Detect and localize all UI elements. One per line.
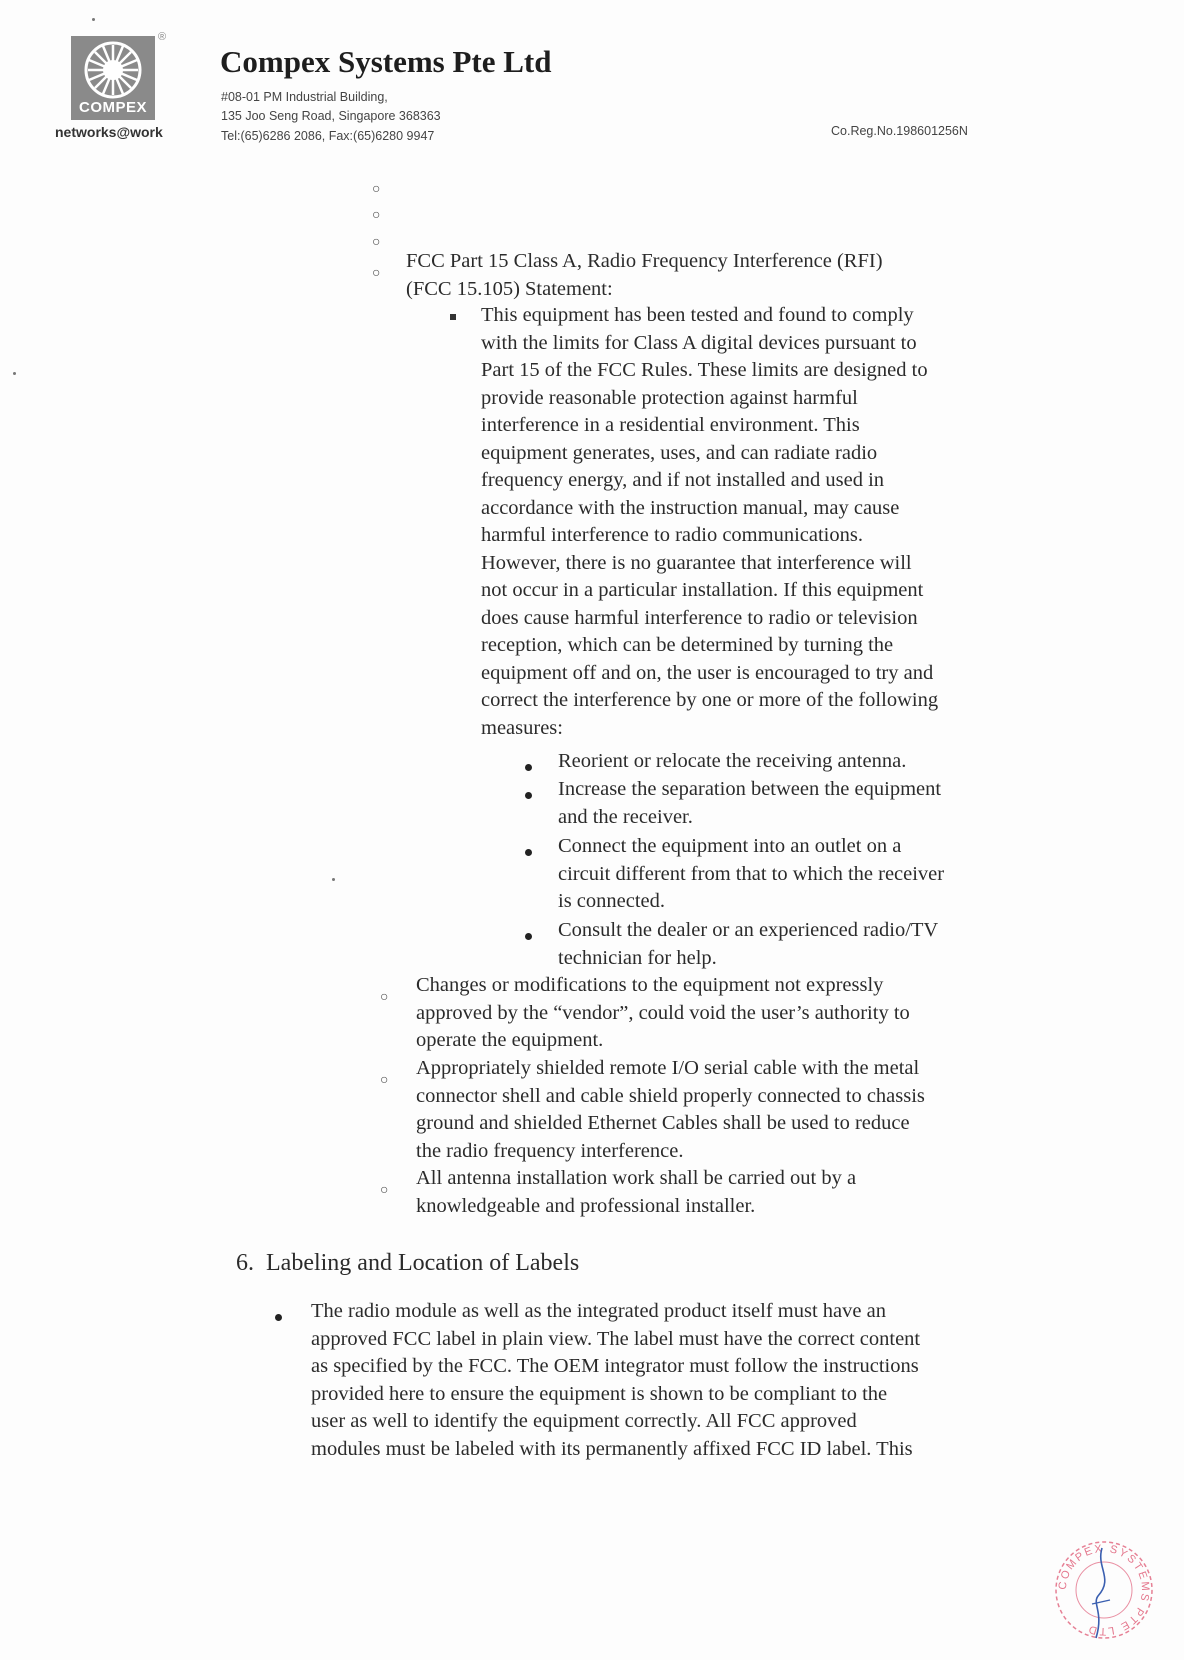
section6-line: as specified by the FCC. The OEM integrator must follow the instructions bbox=[311, 1355, 919, 1377]
square-bullet-icon bbox=[450, 314, 456, 320]
measure-line: and the receiver. bbox=[558, 805, 693, 828]
note-line: connector shell and cable shield properly connected to chassis bbox=[416, 1084, 925, 1107]
heading-line: FCC Part 15 Class A, Radio Frequency Interference (RFI) bbox=[406, 250, 883, 272]
statement-line: accordance with the instruction manual, may cause bbox=[481, 496, 900, 519]
company-reg-number: Co.Reg.No.198601256N bbox=[831, 124, 968, 138]
section6-paragraph bbox=[311, 1298, 920, 1463]
note-line: the radio frequency interference. bbox=[416, 1139, 684, 1162]
fcc-statement-heading bbox=[406, 248, 883, 303]
statement-line: equipment off and on, the user is encouraged to try and bbox=[481, 661, 934, 684]
measure-line: Connect the equipment into an outlet on a bbox=[558, 835, 902, 857]
circle-bullet-icon: ○ bbox=[372, 264, 381, 280]
company-stamp bbox=[1052, 1538, 1156, 1647]
dot-bullet-icon bbox=[525, 933, 532, 940]
section6-line: modules must be labeled with its permanently affixed FCC ID label. This bbox=[311, 1437, 913, 1460]
section-heading bbox=[236, 1250, 579, 1277]
empty-bullet-icon: ○ bbox=[372, 233, 381, 249]
list-item bbox=[558, 917, 938, 972]
statement-line: This equipment has been tested and found to comply bbox=[481, 304, 914, 326]
contact-line: Tel:(65)6286 2086, Fax:(65)6280 9947 bbox=[221, 129, 435, 143]
statement-line: interference in a residential environment. This bbox=[481, 414, 860, 436]
address-line-2: 135 Joo Seng Road, Singapore 368363 bbox=[221, 109, 441, 123]
statement-line: reception, which can be determined by turning the bbox=[481, 634, 894, 656]
section-title: Labeling and Location of Labels bbox=[266, 1250, 580, 1276]
note-line: ground and shielded Ethernet Cables shall be used to reduce bbox=[416, 1112, 910, 1134]
note-item bbox=[416, 1165, 856, 1220]
note-item bbox=[416, 1055, 925, 1165]
list-item bbox=[558, 776, 941, 831]
empty-bullet-icon: ○ bbox=[372, 206, 381, 222]
note-item bbox=[416, 972, 910, 1055]
stamp-text: COMPEX SYSTEMS PTE LTD bbox=[1056, 1542, 1152, 1638]
measure-line: technician for help. bbox=[558, 946, 717, 969]
empty-bullet-icon: ○ bbox=[372, 180, 381, 196]
company-logo bbox=[71, 36, 155, 120]
section6-line: The radio module as well as the integrated product itself must have an bbox=[311, 1300, 886, 1322]
list-item bbox=[558, 833, 944, 916]
tagline: networks@work bbox=[55, 124, 163, 140]
heading-line: (FCC 15.105) Statement: bbox=[406, 277, 613, 300]
measure-line: circuit different from that to which the receiver bbox=[558, 862, 945, 885]
scan-speck bbox=[13, 372, 16, 375]
statement-line: Part 15 of the FCC Rules. These limits are designed to bbox=[481, 359, 928, 381]
note-line: approved by the “vendor”, could void the user’s authority to bbox=[416, 1001, 910, 1024]
note-line: knowledgeable and professional installer. bbox=[416, 1194, 756, 1217]
logo-wordmark: COMPEX bbox=[78, 99, 147, 116]
scan-speck bbox=[332, 878, 335, 881]
statement-line: measures: bbox=[481, 716, 563, 739]
dot-bullet-icon bbox=[525, 849, 532, 856]
list-item bbox=[558, 748, 906, 776]
statement-line: equipment generates, uses, and can radiate radio bbox=[481, 441, 878, 464]
address-line-1: #08-01 PM Industrial Building, bbox=[221, 90, 388, 104]
registered-mark-icon: ® bbox=[158, 31, 167, 43]
statement-line: harmful interference to radio communications. bbox=[481, 524, 863, 546]
statement-line: However, there is no guarantee that interference will bbox=[481, 551, 912, 574]
measure-line: Consult the dealer or an experienced radio/TV bbox=[558, 919, 939, 941]
statement-line: does cause harmful interference to radio or television bbox=[481, 606, 918, 629]
statement-line: correct the interference by one or more of the following bbox=[481, 689, 939, 711]
section-number: 6. bbox=[236, 1250, 254, 1276]
note-line: Changes or modifications to the equipment not expressly bbox=[416, 974, 884, 996]
dot-bullet-icon bbox=[275, 1314, 282, 1321]
section6-line: approved FCC label in plain view. The label must have the correct content bbox=[311, 1327, 921, 1350]
statement-line: provide reasonable protection against harmful bbox=[481, 386, 858, 409]
section6-line: user as well to identify the equipment correctly. All FCC approved bbox=[311, 1410, 857, 1432]
measure-line: Increase the separation between the equipment bbox=[558, 778, 942, 800]
statement-line: with the limits for Class A digital devices pursuant to bbox=[481, 331, 917, 354]
fcc-statement-body bbox=[481, 302, 938, 742]
circle-bullet-icon: ○ bbox=[380, 1181, 389, 1197]
circle-bullet-icon: ○ bbox=[380, 1071, 389, 1087]
note-line: Appropriately shielded remote I/O serial cable with the metal bbox=[416, 1057, 920, 1079]
scan-speck bbox=[92, 18, 95, 21]
note-line: All antenna installation work shall be carried out by a bbox=[416, 1167, 857, 1189]
statement-line: not occur in a particular installation. If this equipment bbox=[481, 579, 924, 601]
measure-line: Reorient or relocate the receiving antenna. bbox=[558, 750, 907, 772]
dot-bullet-icon bbox=[525, 792, 532, 799]
section6-line: provided here to ensure the equipment is shown to be compliant to the bbox=[311, 1382, 888, 1405]
measure-line: is connected. bbox=[558, 890, 666, 912]
svg-text:COMPEX SYSTEMS PTE LTD bbox=[1057, 1543, 1152, 1637]
dot-bullet-icon bbox=[525, 764, 532, 771]
company-stamp-seal bbox=[1052, 1538, 1156, 1642]
circle-bullet-icon: ○ bbox=[380, 988, 389, 1004]
company-name: Compex Systems Pte Ltd bbox=[220, 44, 552, 79]
note-line: operate the equipment. bbox=[416, 1029, 604, 1051]
statement-line: frequency energy, and if not installed and used in bbox=[481, 469, 885, 491]
